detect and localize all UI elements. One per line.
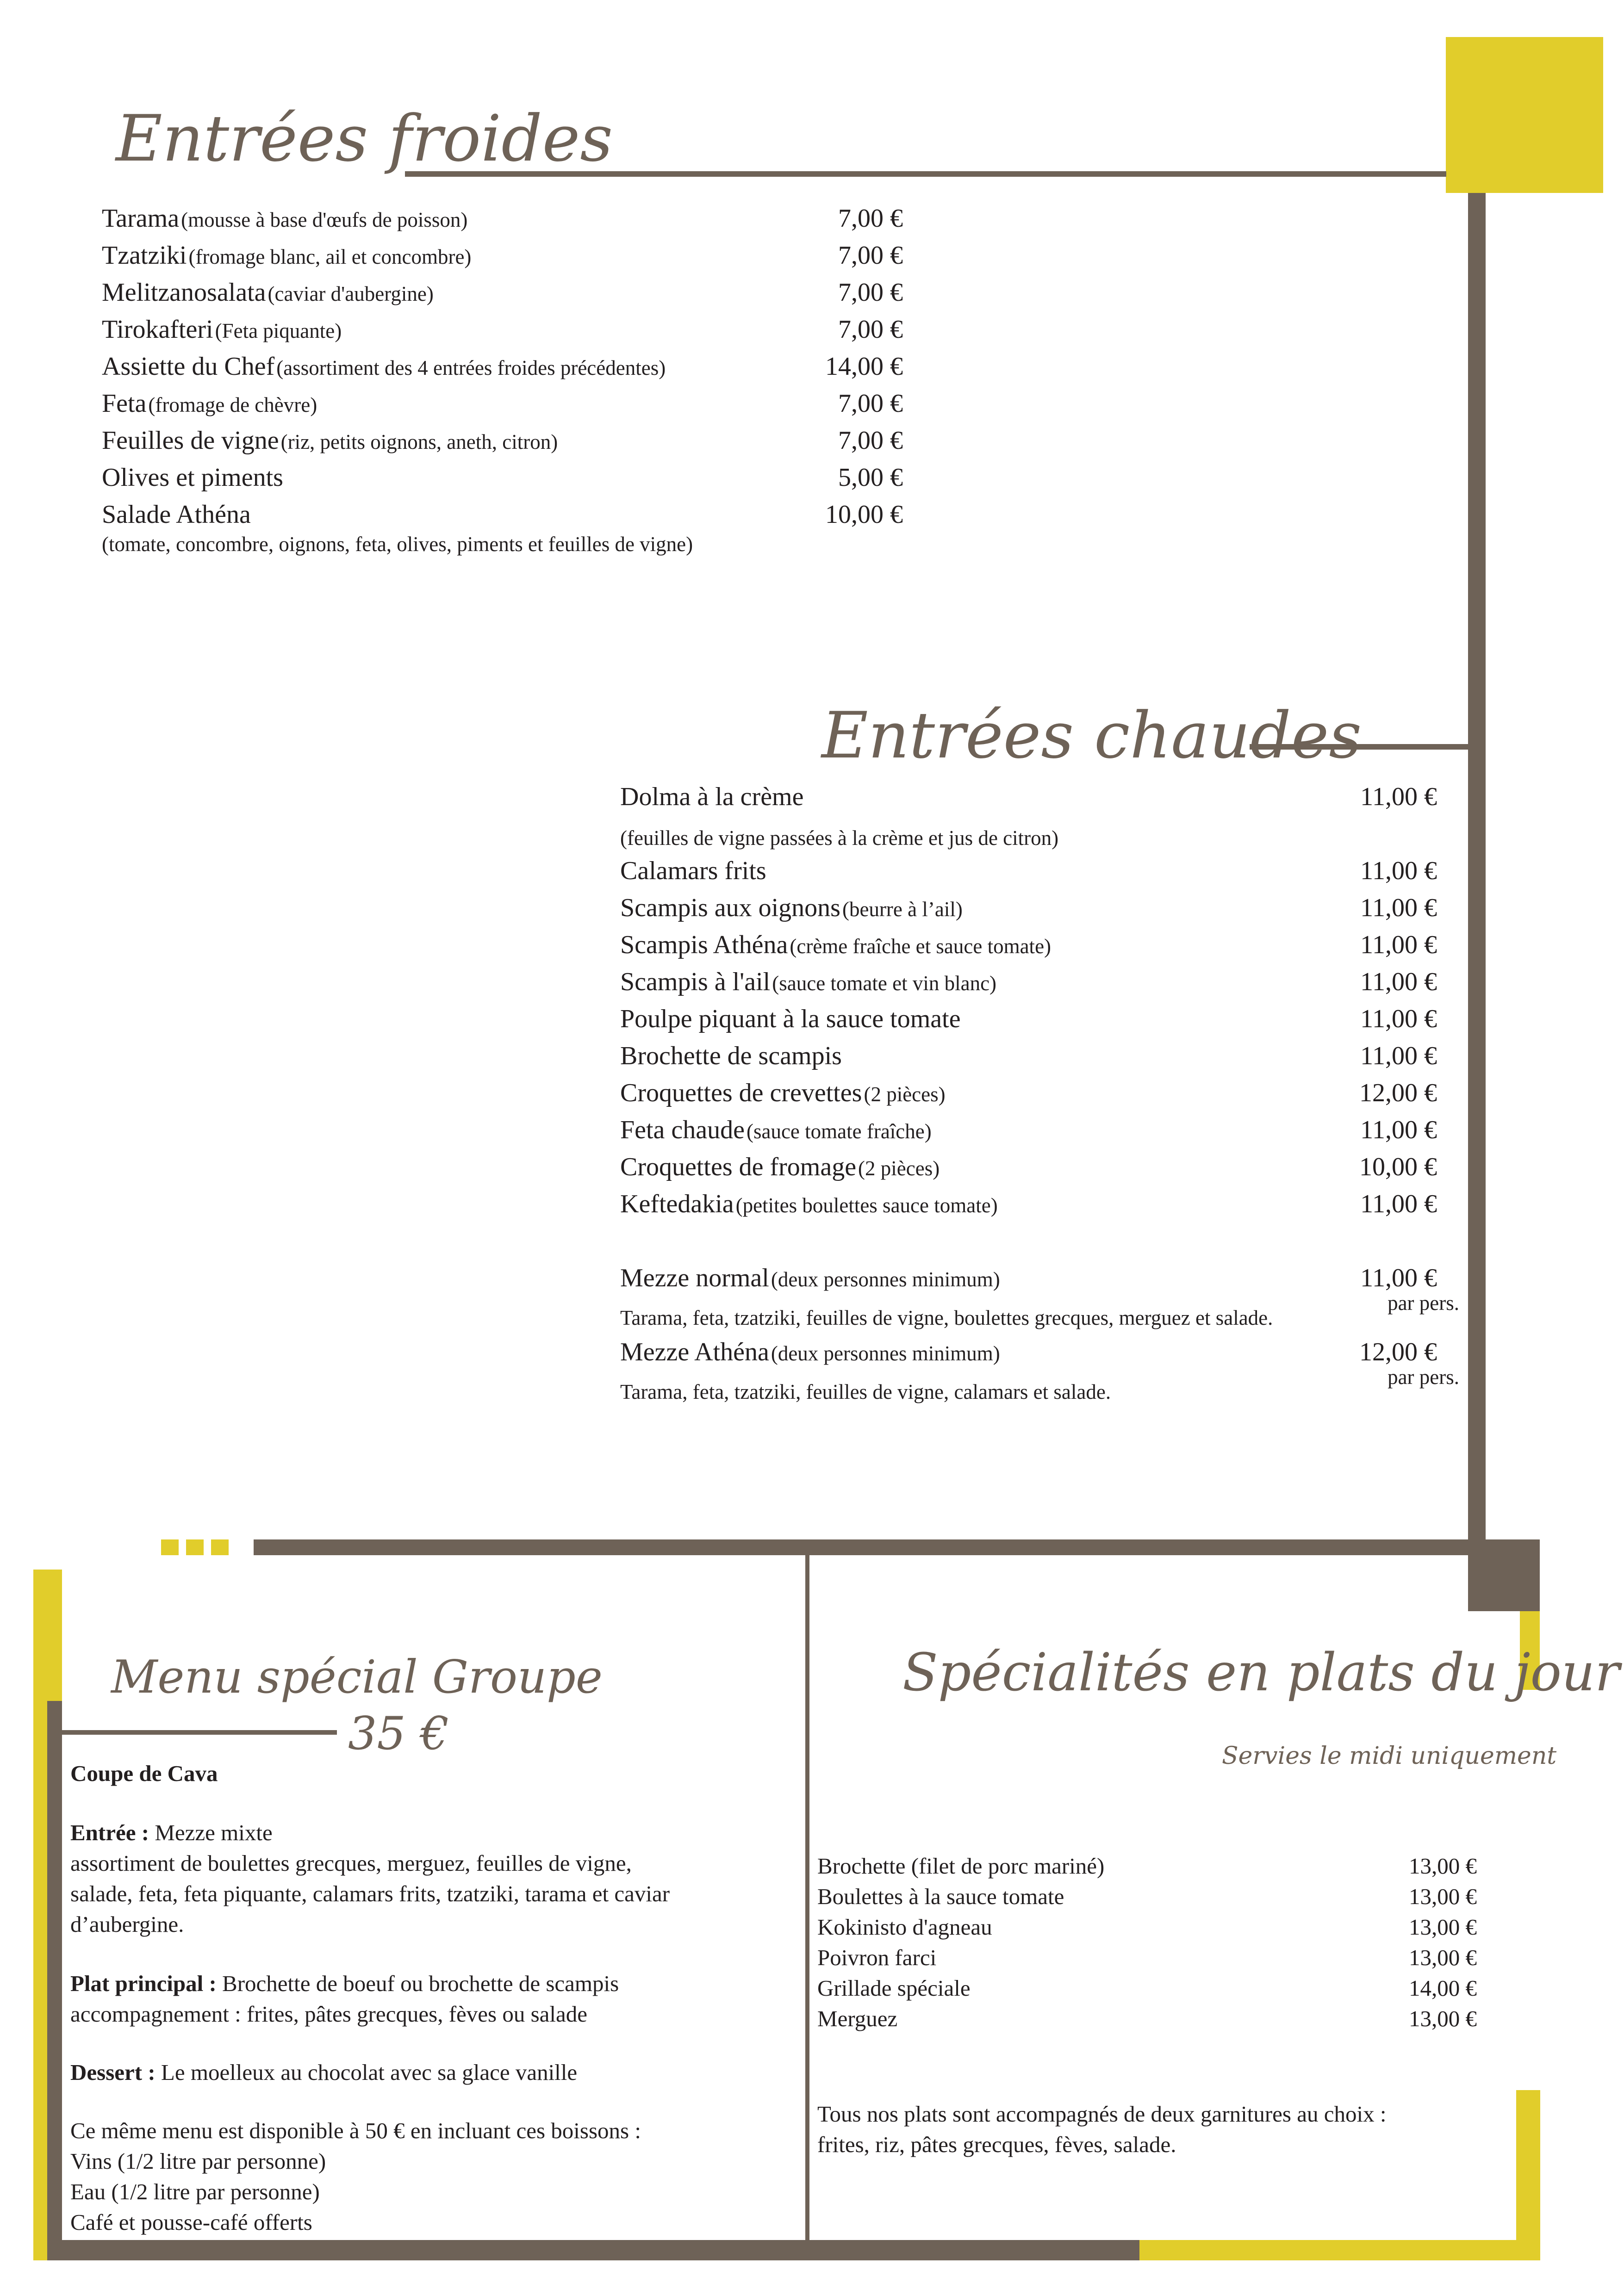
- list-item: [102, 500, 251, 529]
- item-price: 14,00 €: [1409, 1975, 1477, 2001]
- item-price: 11,00 €: [1360, 1042, 1437, 1070]
- item-price: 11,00 €: [1360, 1190, 1437, 1218]
- item-price: 7,00 €: [838, 315, 903, 344]
- groupe-title-rule: [62, 1730, 337, 1735]
- item-desc: (mousse à base d'œufs de poisson): [181, 208, 468, 231]
- item-price: 13,00 €: [1409, 1853, 1477, 1879]
- mezze-item: [620, 1337, 1000, 1367]
- list-item: [102, 241, 471, 270]
- item-name: Calamars frits: [620, 856, 766, 885]
- list-item: Boulettes à la sauce tomate: [817, 1884, 1064, 1909]
- item-name: Poulpe piquant à la sauce tomate: [620, 1005, 961, 1033]
- item-price: 12,00 €: [1359, 1079, 1437, 1107]
- list-item: [102, 426, 558, 455]
- entree-value: Mezze mixte: [149, 1820, 273, 1845]
- right-vertical-bar: [1468, 193, 1486, 1544]
- per-person-note: par pers.: [1388, 1291, 1459, 1315]
- list-item: [620, 1152, 940, 1182]
- groupe-price: 35 €: [348, 1707, 449, 1760]
- item-name: Mezze Athéna: [620, 1338, 769, 1366]
- boissons-line: Eau (1/2 litre par personne): [70, 2179, 320, 2204]
- item-desc: (deux personnes minimum): [771, 1268, 1000, 1291]
- item-price: 11,00 €: [1360, 894, 1437, 922]
- item-name: Croquettes de crevettes: [620, 1079, 862, 1107]
- item-price: 12,00 €: [1359, 1338, 1437, 1366]
- item-name: Feuilles de vigne: [102, 426, 279, 455]
- item-desc: (riz, petits oignons, aneth, citron): [280, 430, 558, 453]
- plat-value: Brochette de boeuf ou brochette de scampis: [216, 1971, 619, 1996]
- section-divider-bar: [254, 1539, 1468, 1555]
- left-brown-bar: [47, 1701, 62, 2260]
- item-name: Mezze normal: [620, 1264, 769, 1292]
- list-item: [620, 967, 996, 997]
- list-item: [102, 315, 342, 344]
- item-desc: (2 pièces): [858, 1157, 940, 1180]
- item-price: 13,00 €: [1409, 1945, 1477, 1970]
- center-vertical-line: [805, 1555, 809, 2240]
- mezze-detail: Tarama, feta, tzatziki, feuilles de vigne, calamars et salade.: [620, 1380, 1111, 1403]
- bottom-brown-bar: [47, 2240, 1139, 2260]
- item-desc: (fromage blanc, ail et concombre): [188, 245, 472, 268]
- item-name: Olives et piments: [102, 463, 283, 492]
- item-price: 7,00 €: [838, 426, 903, 455]
- item-desc: (Feta piquante): [215, 319, 342, 342]
- list-item: [620, 930, 1051, 960]
- chaudes-title: Entrées chaudes: [821, 698, 1362, 773]
- item-price: 14,00 €: [825, 352, 903, 381]
- groupe-entree: [70, 1818, 273, 1848]
- item-name: Scampis aux oignons: [620, 894, 840, 922]
- yellow-dot: [211, 1539, 229, 1555]
- item-price: 11,00 €: [1360, 856, 1437, 885]
- item-price: 10,00 €: [825, 500, 903, 529]
- item-name: Scampis à l'ail: [620, 968, 771, 996]
- item-price: 11,00 €: [1360, 1005, 1437, 1033]
- list-item: [620, 893, 963, 923]
- item-price: 11,00 €: [1360, 1264, 1437, 1292]
- entree-label: Entrée :: [70, 1820, 149, 1845]
- list-item: [620, 1004, 961, 1034]
- entree-line: salade, feta, feta piquante, calamars frits, tzatziki, tarama et caviar: [70, 1881, 670, 1906]
- item-price: 13,00 €: [1409, 1884, 1477, 1909]
- right-yellow-accent-bottom: [1516, 2090, 1540, 2240]
- dessert-label: Dessert :: [70, 2060, 156, 2085]
- item-desc: (petites boulettes sauce tomate): [735, 1194, 998, 1217]
- list-item: [620, 1189, 998, 1219]
- item-name: Assiette du Chef: [102, 352, 275, 381]
- boissons-line: Café et pousse-café offerts: [70, 2209, 312, 2235]
- item-price: 11,00 €: [1360, 782, 1437, 811]
- item-name: Melitzanosalata: [102, 278, 266, 307]
- list-item: Brochette (filet de porc mariné): [817, 1853, 1105, 1879]
- dessert-value: Le moelleux au chocolat avec sa glace vanille: [155, 2060, 578, 2085]
- item-name: Tarama: [102, 204, 180, 233]
- specialites-note: frites, riz, pâtes grecques, fèves, salade.: [817, 2132, 1176, 2157]
- froides-title: Entrées froides: [116, 101, 613, 176]
- item-name: Feta: [102, 389, 147, 418]
- list-item: Grillade spéciale: [817, 1975, 971, 2001]
- item-name: Tirokafteri: [102, 315, 213, 344]
- item-name: Croquettes de fromage: [620, 1153, 857, 1181]
- specialites-note: Tous nos plats sont accompagnés de deux garnitures au choix :: [817, 2101, 1387, 2127]
- entree-line: assortiment de boulettes grecques, merguez, feuilles de vigne,: [70, 1850, 632, 1876]
- list-item: [620, 1041, 842, 1071]
- groupe-plat: [70, 1968, 619, 1999]
- boissons-line: Ce même menu est disponible à 50 € en incluant ces boissons :: [70, 2118, 641, 2143]
- yellow-dot: [186, 1539, 204, 1555]
- item-price: 7,00 €: [838, 204, 903, 233]
- item-name: Tzatziki: [102, 241, 187, 270]
- item-price: 13,00 €: [1409, 2006, 1477, 2031]
- list-item: Kokinisto d'agneau: [817, 1914, 992, 1940]
- divider-corner-square: [1468, 1539, 1540, 1611]
- item-price: 7,00 €: [838, 278, 903, 307]
- plat-line: accompagnement : frites, pâtes grecques, fèves ou salade: [70, 2001, 587, 2027]
- specialites-title: Spécialités en plats du jour: [902, 1643, 1620, 1703]
- top-right-yellow-square: [1446, 37, 1603, 193]
- groupe-dessert: [70, 2057, 577, 2088]
- per-person-note: par pers.: [1388, 1365, 1459, 1389]
- list-item: [620, 856, 766, 886]
- item-price: 11,00 €: [1360, 931, 1437, 959]
- list-item: Merguez: [817, 2006, 898, 2031]
- groupe-coupe: Coupe de Cava: [70, 1761, 218, 1786]
- item-price: 7,00 €: [838, 241, 903, 270]
- item-price: 11,00 €: [1360, 968, 1437, 996]
- item-price: 7,00 €: [838, 389, 903, 418]
- list-item: [620, 1078, 946, 1108]
- list-item: [102, 352, 666, 381]
- item-price: 10,00 €: [1359, 1153, 1437, 1181]
- item-desc: (crème fraîche et sauce tomate): [790, 935, 1052, 958]
- mezze-item: [620, 1263, 1000, 1293]
- list-item: Poivron farci: [817, 1945, 937, 1970]
- item-desc: (deux personnes minimum): [771, 1342, 1000, 1365]
- item-name: Scampis Athéna: [620, 931, 788, 959]
- mezze-detail: Tarama, feta, tzatziki, feuilles de vigne, boulettes grecques, merguez et salade.: [620, 1306, 1273, 1329]
- item-desc: (assortiment des 4 entrées froides précédentes): [276, 356, 666, 379]
- groupe-title: Menu spécial Groupe: [111, 1651, 603, 1704]
- list-item: [102, 204, 467, 233]
- item-price: 13,00 €: [1409, 1914, 1477, 1940]
- item-desc: (2 pièces): [864, 1083, 946, 1106]
- item-name: Keftedakia: [620, 1190, 734, 1218]
- item-desc: (sauce tomate et vin blanc): [772, 972, 997, 995]
- item-desc: (sauce tomate fraîche): [746, 1120, 932, 1143]
- list-item: [620, 782, 803, 812]
- dolma-desc: (feuilles de vigne passées à la crème et jus de citron): [620, 826, 1059, 850]
- plat-label: Plat principal :: [70, 1971, 217, 1996]
- item-name: Dolma à la crème: [620, 782, 804, 811]
- list-item: [620, 1115, 932, 1145]
- bottom-yellow-bar: [1139, 2240, 1540, 2260]
- yellow-dot: [161, 1539, 179, 1555]
- item-desc: (fromage de chèvre): [148, 393, 317, 416]
- list-item: [102, 278, 434, 307]
- athena-salad-desc: (tomate, concombre, oignons, feta, olives, piments et feuilles de vigne): [102, 533, 693, 556]
- entree-line: d’aubergine.: [70, 1911, 184, 1937]
- specialites-subtitle: Servies le midi uniquement: [1222, 1742, 1557, 1770]
- item-name: Feta chaude: [620, 1116, 745, 1144]
- list-item: [102, 463, 283, 492]
- item-price: 5,00 €: [838, 463, 903, 492]
- item-desc: (beurre à l’ail): [842, 898, 963, 921]
- item-price: 11,00 €: [1360, 1116, 1437, 1144]
- list-item: [102, 389, 317, 418]
- item-name: Salade Athéna: [102, 500, 251, 529]
- item-desc: (caviar d'aubergine): [268, 282, 434, 305]
- item-name: Brochette de scampis: [620, 1042, 842, 1070]
- boissons-line: Vins (1/2 litre par personne): [70, 2148, 326, 2174]
